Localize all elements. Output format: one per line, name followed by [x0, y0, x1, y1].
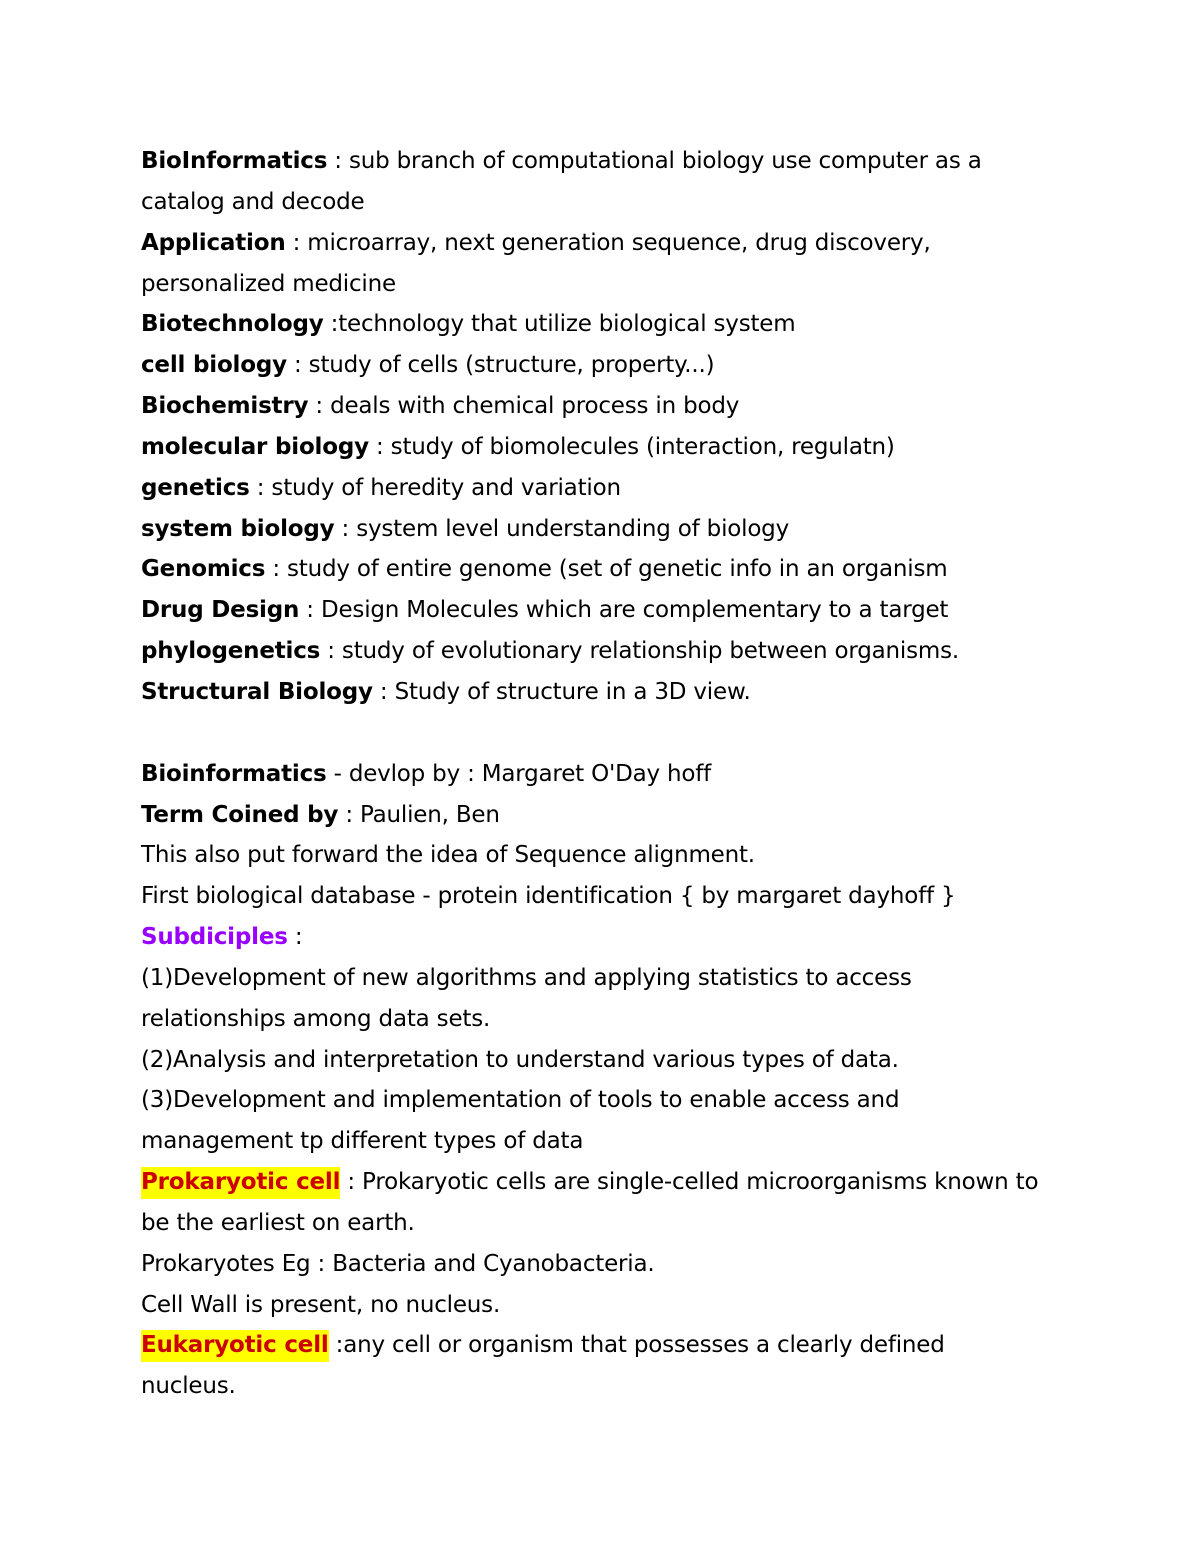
definition-text: : study of cells (structure, property...) — [286, 352, 715, 379]
subdiscipline-line: management tp different types of data — [141, 1128, 584, 1155]
definition-text: : microarray, next generation sequence, drug discovery, — [285, 229, 931, 256]
history-line — [141, 754, 1081, 795]
history-line: This also put forward the idea of Sequence alignment. — [141, 842, 755, 869]
definition-term: Biochemistry — [141, 393, 309, 420]
subdiscipline-line: (3)Development and implementation of tools to enable access and — [141, 1087, 900, 1114]
history-line — [141, 795, 1081, 836]
definition-continuation: personalized medicine — [141, 270, 396, 297]
definition-line — [141, 386, 1081, 427]
definition-line — [141, 141, 1081, 182]
definitions-section — [141, 141, 1081, 713]
eukaryotic-line: nucleus. — [141, 1373, 236, 1400]
subdiscipline-line: relationships among data sets. — [141, 1005, 491, 1032]
prokaryotic-text: : Prokaryotic cells are single-celled microorganisms known to — [340, 1169, 1039, 1196]
definition-text: : study of evolutionary relationship between organisms. — [320, 638, 959, 665]
subdiscipline-line: (2)Analysis and interpretation to understand various types of data. — [141, 1046, 899, 1073]
definition-term: Drug Design — [141, 597, 300, 624]
definition-term: molecular biology — [141, 433, 369, 460]
definition-line — [141, 427, 1081, 468]
definition-text: : system level understanding of biology — [334, 515, 789, 542]
subdisciplines-heading: Subdiciples — [141, 924, 288, 951]
definition-line — [141, 509, 1081, 550]
definition-continuation: catalog and decode — [141, 188, 365, 215]
prokaryotic-section — [141, 1162, 1081, 1325]
eukaryotic-term-highlight: Eukaryotic cell — [141, 1330, 329, 1362]
history-term: Bioinformatics — [141, 760, 327, 787]
definition-term: genetics — [141, 474, 250, 501]
definition-line — [141, 672, 1081, 713]
definition-term: Structural Biology — [141, 678, 373, 705]
definition-line — [141, 549, 1081, 590]
blank-line — [141, 713, 1081, 754]
definition-term: system biology — [141, 515, 335, 542]
definition-line — [141, 345, 1081, 386]
eukaryotic-definition-line — [141, 1325, 1081, 1366]
definition-text: : sub branch of computational biology use computer as a — [327, 148, 982, 174]
definition-line — [141, 223, 1081, 264]
history-line: First biological database - protein identification { by margaret dayhoff } — [141, 883, 956, 910]
subdiscipline-line: (1)Development of new algorithms and applying statistics to access — [141, 964, 912, 991]
definition-text: : Study of structure in a 3D view. — [372, 678, 751, 705]
definition-line — [141, 631, 1081, 672]
history-term: Term Coined by — [141, 801, 339, 828]
prokaryotic-definition-line — [141, 1162, 1081, 1203]
subdisciplines-section — [141, 917, 1081, 1162]
definition-term: cell biology — [141, 352, 287, 379]
definition-term: Genomics — [141, 556, 266, 583]
definition-term: BioInformatics — [141, 148, 328, 174]
eukaryotic-text: :any cell or organism that possesses a clearly defined — [328, 1332, 945, 1359]
definition-text: : study of heredity and variation — [249, 474, 621, 501]
definition-term: phylogenetics — [141, 638, 321, 665]
prokaryotic-line: be the earliest on earth. — [141, 1209, 415, 1236]
definition-text: : Design Molecules which are complementary to a target — [299, 597, 949, 624]
definition-line — [141, 304, 1081, 345]
definition-line — [141, 590, 1081, 631]
notes-body — [141, 141, 1081, 1407]
definition-line — [141, 468, 1081, 509]
prokaryotic-line: Prokaryotes Eg : Bacteria and Cyanobacteria. — [141, 1250, 655, 1277]
subdisciplines-heading-suffix: : — [287, 924, 303, 951]
definition-text: : deals with chemical process in body — [308, 393, 740, 420]
history-text: - devlop by : Margaret O'Day hoff — [326, 760, 712, 787]
definition-term: Application — [141, 229, 286, 256]
definition-term: Biotechnology — [141, 311, 324, 338]
definition-text: :technology that utilize biological system — [323, 311, 796, 338]
definition-text: : study of entire genome (set of genetic info in an organism — [265, 556, 948, 583]
history-section — [141, 754, 1081, 917]
subdisciplines-heading-line — [141, 917, 1081, 958]
definition-text: : study of biomolecules (interaction, regulatn) — [368, 433, 895, 460]
history-text: : Paulien, Ben — [338, 801, 500, 828]
eukaryotic-section — [141, 1325, 1081, 1407]
prokaryotic-line: Cell Wall is present, no nucleus. — [141, 1291, 501, 1318]
prokaryotic-term-highlight: Prokaryotic cell — [141, 1167, 340, 1199]
